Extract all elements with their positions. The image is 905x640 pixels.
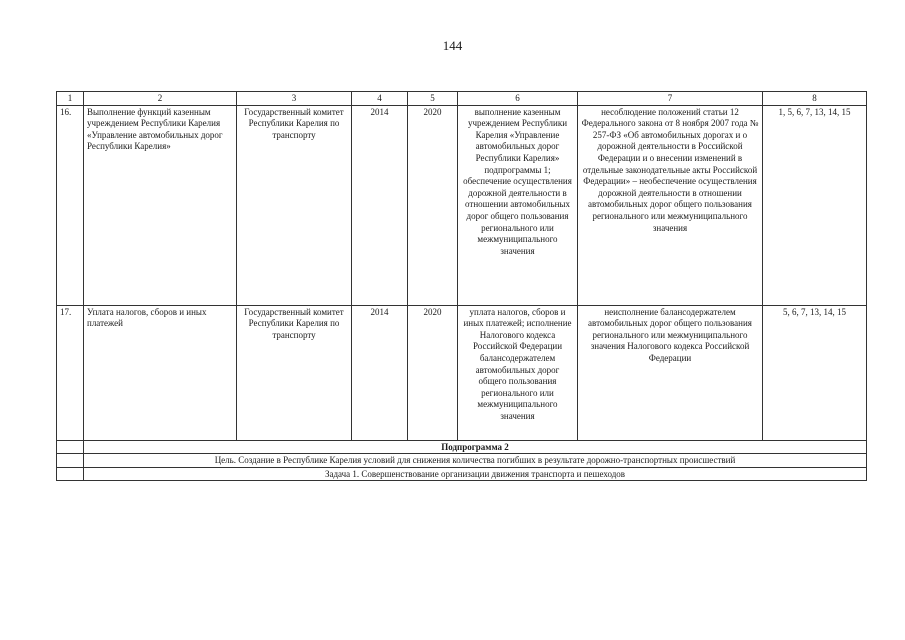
expected-result: уплата налогов, сборов и иных платежей; исполнение Налогового кодекса Российской Федерации балансодержателем автомобильных дорог общего пользования регионального или межмуниципального значения	[458, 305, 578, 440]
activity-name: Выполнение функций казенным учреждением Республики Карелия «Управление автомобильных дорог Республики Карелия»	[84, 105, 237, 305]
expected-result: выполнение казенным учреждением Республики Карелия «Управление автомобильных дорог Республики Карелия» подпрограммы 1; обеспечение осуществления дорожной деятельности в отношении автомобильных дорог общего пользования регионального или межмуниципального значения	[458, 105, 578, 305]
column-header: 6	[458, 92, 578, 106]
program-activities-table	[56, 91, 867, 481]
task-row	[57, 467, 867, 481]
row-number: 17.	[57, 305, 84, 440]
column-header: 4	[352, 92, 408, 106]
end-year: 2020	[408, 305, 458, 440]
responsible-executor: Государственный комитет Республики Карелия по транспорту	[237, 305, 352, 440]
start-year: 2014	[352, 305, 408, 440]
table-row	[57, 305, 867, 440]
non-implementation-consequences: неисполнение балансодержателем автомобильных дорог общего пользования регионального или межмуниципального значения Налогового кодекса Российской Федерации	[578, 305, 763, 440]
empty-cell	[57, 467, 84, 481]
subprogram-row	[57, 440, 867, 454]
empty-cell	[57, 454, 84, 468]
column-number-row	[57, 92, 867, 106]
activity-name: Уплата налогов, сборов и иных платежей	[84, 305, 237, 440]
end-year: 2020	[408, 105, 458, 305]
table-row	[57, 105, 867, 305]
column-header: 7	[578, 92, 763, 106]
goal-text: Цель. Создание в Республике Карелия условий для снижения количества погибших в результате дорожно-транспортных происшествий	[84, 454, 867, 468]
related-indicators: 5, 6, 7, 13, 14, 15	[763, 305, 867, 440]
responsible-executor: Государственный комитет Республики Карелия по транспорту	[237, 105, 352, 305]
column-header: 5	[408, 92, 458, 106]
column-header: 3	[237, 92, 352, 106]
column-header: 2	[84, 92, 237, 106]
task-text: Задача 1. Совершенствование организации движения транспорта и пешеходов	[84, 467, 867, 481]
non-implementation-consequences: несоблюдение положений статьи 12 Федерального закона от 8 ноября 2007 года № 257-ФЗ «Об автомобильных дорогах и о дорожной деятельности в Российской Федерации и о внесении изменений в отдельные законодательные акты Российской Федерации» – необеспечение осуществления дорожной деятельности в отношении автомобильных дорог общего пользования регионального или межмуниципального значения	[578, 105, 763, 305]
page-number: 144	[442, 38, 463, 53]
empty-cell	[57, 440, 84, 454]
goal-row	[57, 454, 867, 468]
row-number: 16.	[57, 105, 84, 305]
start-year: 2014	[352, 105, 408, 305]
related-indicators: 1, 5, 6, 7, 13, 14, 15	[763, 105, 867, 305]
column-header: 1	[57, 92, 84, 106]
subprogram-title: Подпрограмма 2	[84, 440, 867, 454]
column-header: 8	[763, 92, 867, 106]
